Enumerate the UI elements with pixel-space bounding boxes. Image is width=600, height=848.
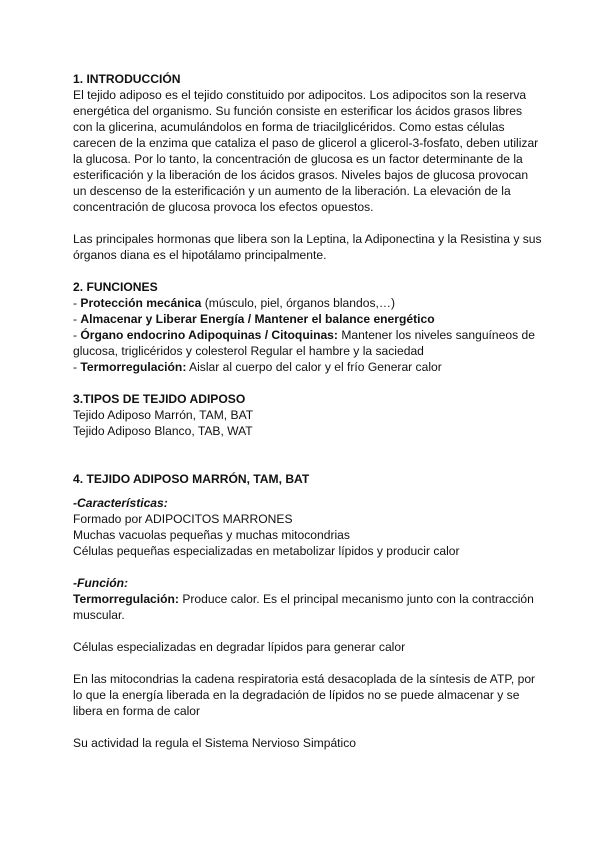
- spacer: [73, 263, 543, 279]
- paragraph-sistema-nervioso: Su actividad la regula el Sistema Nervioso Simpático: [73, 736, 356, 750]
- paragraph-mitocondrias: En las mitocondrias la cadena respiratoria está desacoplada de la síntesis de ATP, por lo que la energía liberada en la degradación de lípidos no se puede almacenar y se libera en forma de calor: [73, 672, 536, 718]
- intro-paragraph: El tejido adiposo es el tejido constituido por adipocitos. Los adipocitos son la reserva energética del organismo. Su función consiste en esterificar los ácidos grasos libres con la glicerina, acumulándolos en forma de triacilglicéridos. Como estas células carecen de la enzima que cataliza el paso de glicerol a glicerol-3-fosfato, deben utilizar la glucosa. Por lo tanto, la concentración de glucosa es un factor determinante de la esterificación y la liberación de los ácidos grasos. Niveles bajos de glucosa provocan un descenso de la esterificación y un aumento de la liberación. La elevación de la concentración de glucosa provoca los efectos opuestos.: [73, 88, 539, 214]
- tipo-blanco: Tejido Adiposo Blanco, TAB, WAT: [73, 424, 253, 438]
- tipo-marron: Tejido Adiposo Marrón, TAM, BAT: [73, 408, 254, 422]
- document-content: [73, 71, 543, 751]
- subheading-funcion: -Función:: [73, 576, 129, 590]
- section-title-introduccion: 1. INTRODUCCIÓN: [73, 72, 181, 86]
- paragraph-degradar-lipidos: Células especializadas en degradar lípidos para generar calor: [73, 640, 406, 654]
- section-title-tipos: 3.TIPOS DE TEJIDO ADIPOSO: [73, 392, 246, 406]
- function-item-energia: - Almacenar y Liberar Energía / Mantener el balance energético: [73, 312, 435, 326]
- caracteristica-3: Células pequeñas especializadas en metabolizar lípidos y producir calor: [73, 544, 460, 558]
- funcion-termorregulacion: Termorregulación: Produce calor. Es el principal mecanismo junto con la contracción muscular.: [73, 592, 534, 622]
- section-title-marron: 4. TEJIDO ADIPOSO MARRÓN, TAM, BAT: [73, 472, 310, 486]
- spacer: [73, 559, 543, 575]
- spacer: [73, 719, 543, 735]
- spacer: [73, 215, 543, 231]
- caracteristica-2: Muchas vacuolas pequeñas y muchas mitocondrias: [73, 528, 350, 542]
- section-title-funciones: 2. FUNCIONES: [73, 280, 158, 294]
- function-item-proteccion: - Protección mecánica (músculo, piel, órganos blandos,…): [73, 296, 395, 310]
- function-item-endocrino: - Órgano endocrino Adipoquinas / Citoquinas: Mantener los niveles sanguíneos de glucosa, triglicéridos y colesterol Regular el hambre y la saciedad: [73, 328, 535, 358]
- spacer: [73, 655, 543, 671]
- subheading-caracteristicas: -Características:: [73, 496, 168, 510]
- spacer: [73, 375, 543, 391]
- caracteristica-1: Formado por ADIPOCITOS MARRONES: [73, 512, 293, 526]
- spacer: [73, 439, 543, 471]
- spacer: [73, 623, 543, 639]
- hormones-paragraph: Las principales hormonas que libera son la Leptina, la Adiponectina y la Resistina y sus órganos diana es el hipotálamo principalmente.: [73, 232, 542, 262]
- function-item-termorregulacion: - Termorregulación: Aislar al cuerpo del calor y el frío Generar calor: [73, 360, 442, 374]
